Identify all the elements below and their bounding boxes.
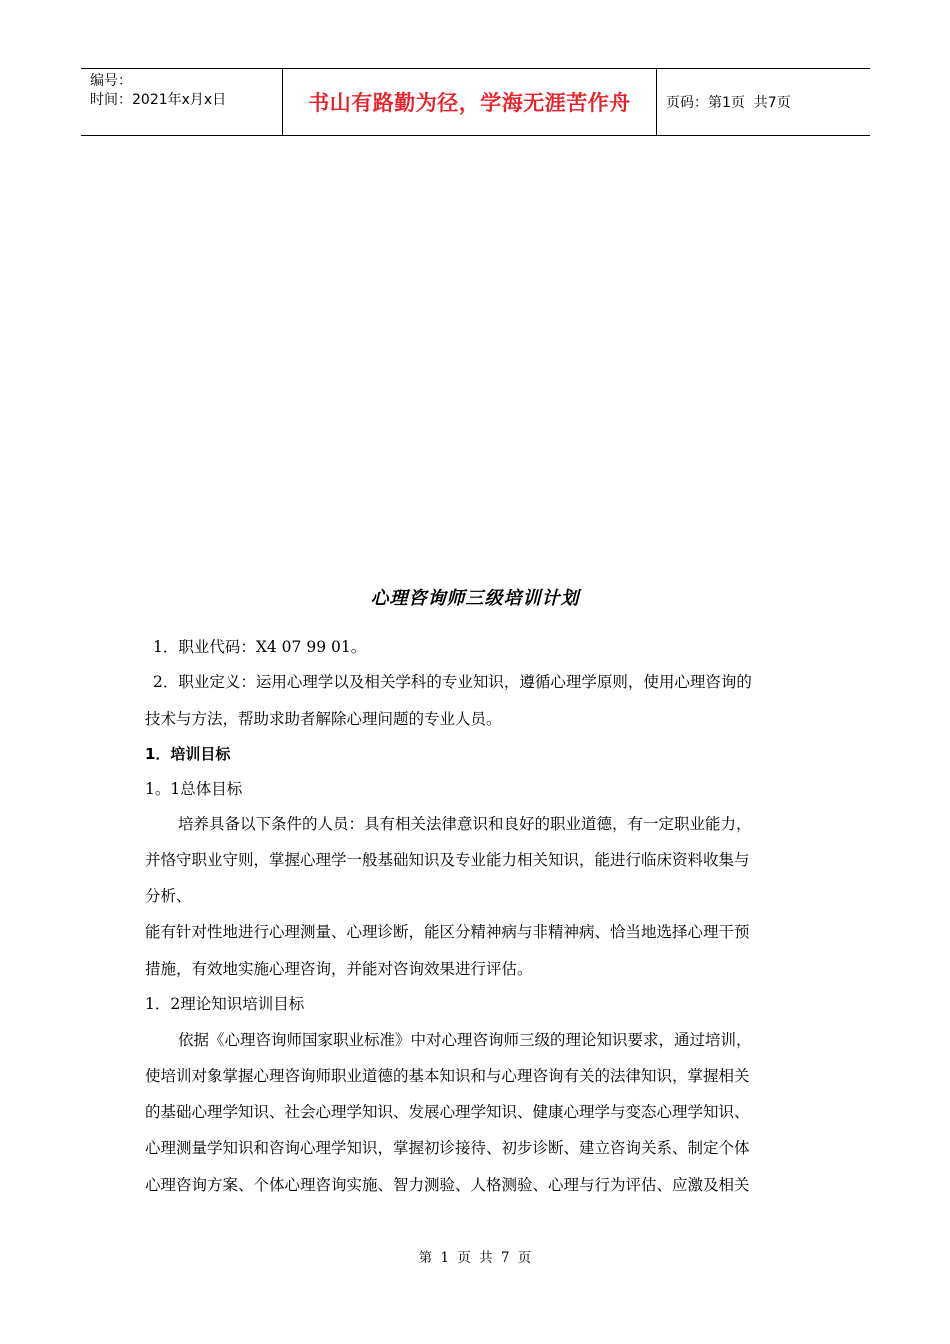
paragraph-line: 1．职业代码：X4 07 99 01。: [153, 638, 367, 656]
number-label: 编号：: [90, 73, 132, 89]
subsection-heading: 1。1总体目标: [145, 780, 243, 798]
paragraph-line: 技术与方法，帮助求助者解除心理问题的专业人员。: [145, 710, 502, 728]
paragraph-line: 培养具备以下条件的人员：具有相关法律意识和良好的职业道德，有一定职业能力，: [178, 815, 752, 833]
section-heading: 1．培训目标: [145, 745, 231, 763]
paragraph-line: 心理测量学知识和咨询心理学知识，掌握初诊接待、初步诊断、建立咨询关系、制定个体: [145, 1139, 750, 1157]
paragraph-line: 能有针对性地进行心理测量、心理诊断，能区分精神病与非精神病、恰当地选择心理干预: [145, 923, 750, 941]
paragraph-line: 并恪守职业守则，掌握心理学一般基础知识及专业能力相关知识，能进行临床资料收集与: [145, 851, 750, 869]
paragraph-line: 2．职业定义：运用心理学以及相关学科的专业知识，遵循心理学原则，使用心理咨询的: [153, 673, 752, 691]
header-left-cell: [81, 69, 282, 135]
page-footer: 第 1 页 共 7 页: [418, 1250, 532, 1266]
header-middle-cell: [282, 69, 657, 135]
paragraph-line: 分析、: [145, 887, 192, 905]
paragraph-line: 的基础心理学知识、社会心理学知识、发展心理学知识、健康心理学与变态心理学知识、: [145, 1103, 750, 1121]
paragraph-line: 依据《心理咨询师国家职业标准》中对心理咨询师三级的理论知识要求，通过培训，: [178, 1031, 752, 1049]
header-table: [81, 68, 870, 136]
document-title: 心理咨询师三级培训计划: [370, 588, 580, 609]
motto-text: 书山有路勤为径，学海无涯苦作舟: [308, 91, 631, 115]
page-info: 页码：第1页 共7页: [666, 95, 791, 111]
subsection-heading: 1．2理论知识培训目标: [145, 995, 305, 1013]
paragraph-line: 使培训对象掌握心理咨询师职业道德的基本知识和与心理咨询有关的法律知识，掌握相关: [145, 1067, 750, 1085]
time-label: 时间：2021年x月x日: [90, 92, 227, 108]
paragraph-line: 心理咨询方案、个体心理咨询实施、智力测验、人格测验、心理与行为评估、应激及相关: [145, 1176, 750, 1194]
paragraph-line: 措施，有效地实施心理咨询，并能对咨询效果进行评估。: [145, 960, 533, 978]
header-right-cell: [657, 69, 870, 135]
